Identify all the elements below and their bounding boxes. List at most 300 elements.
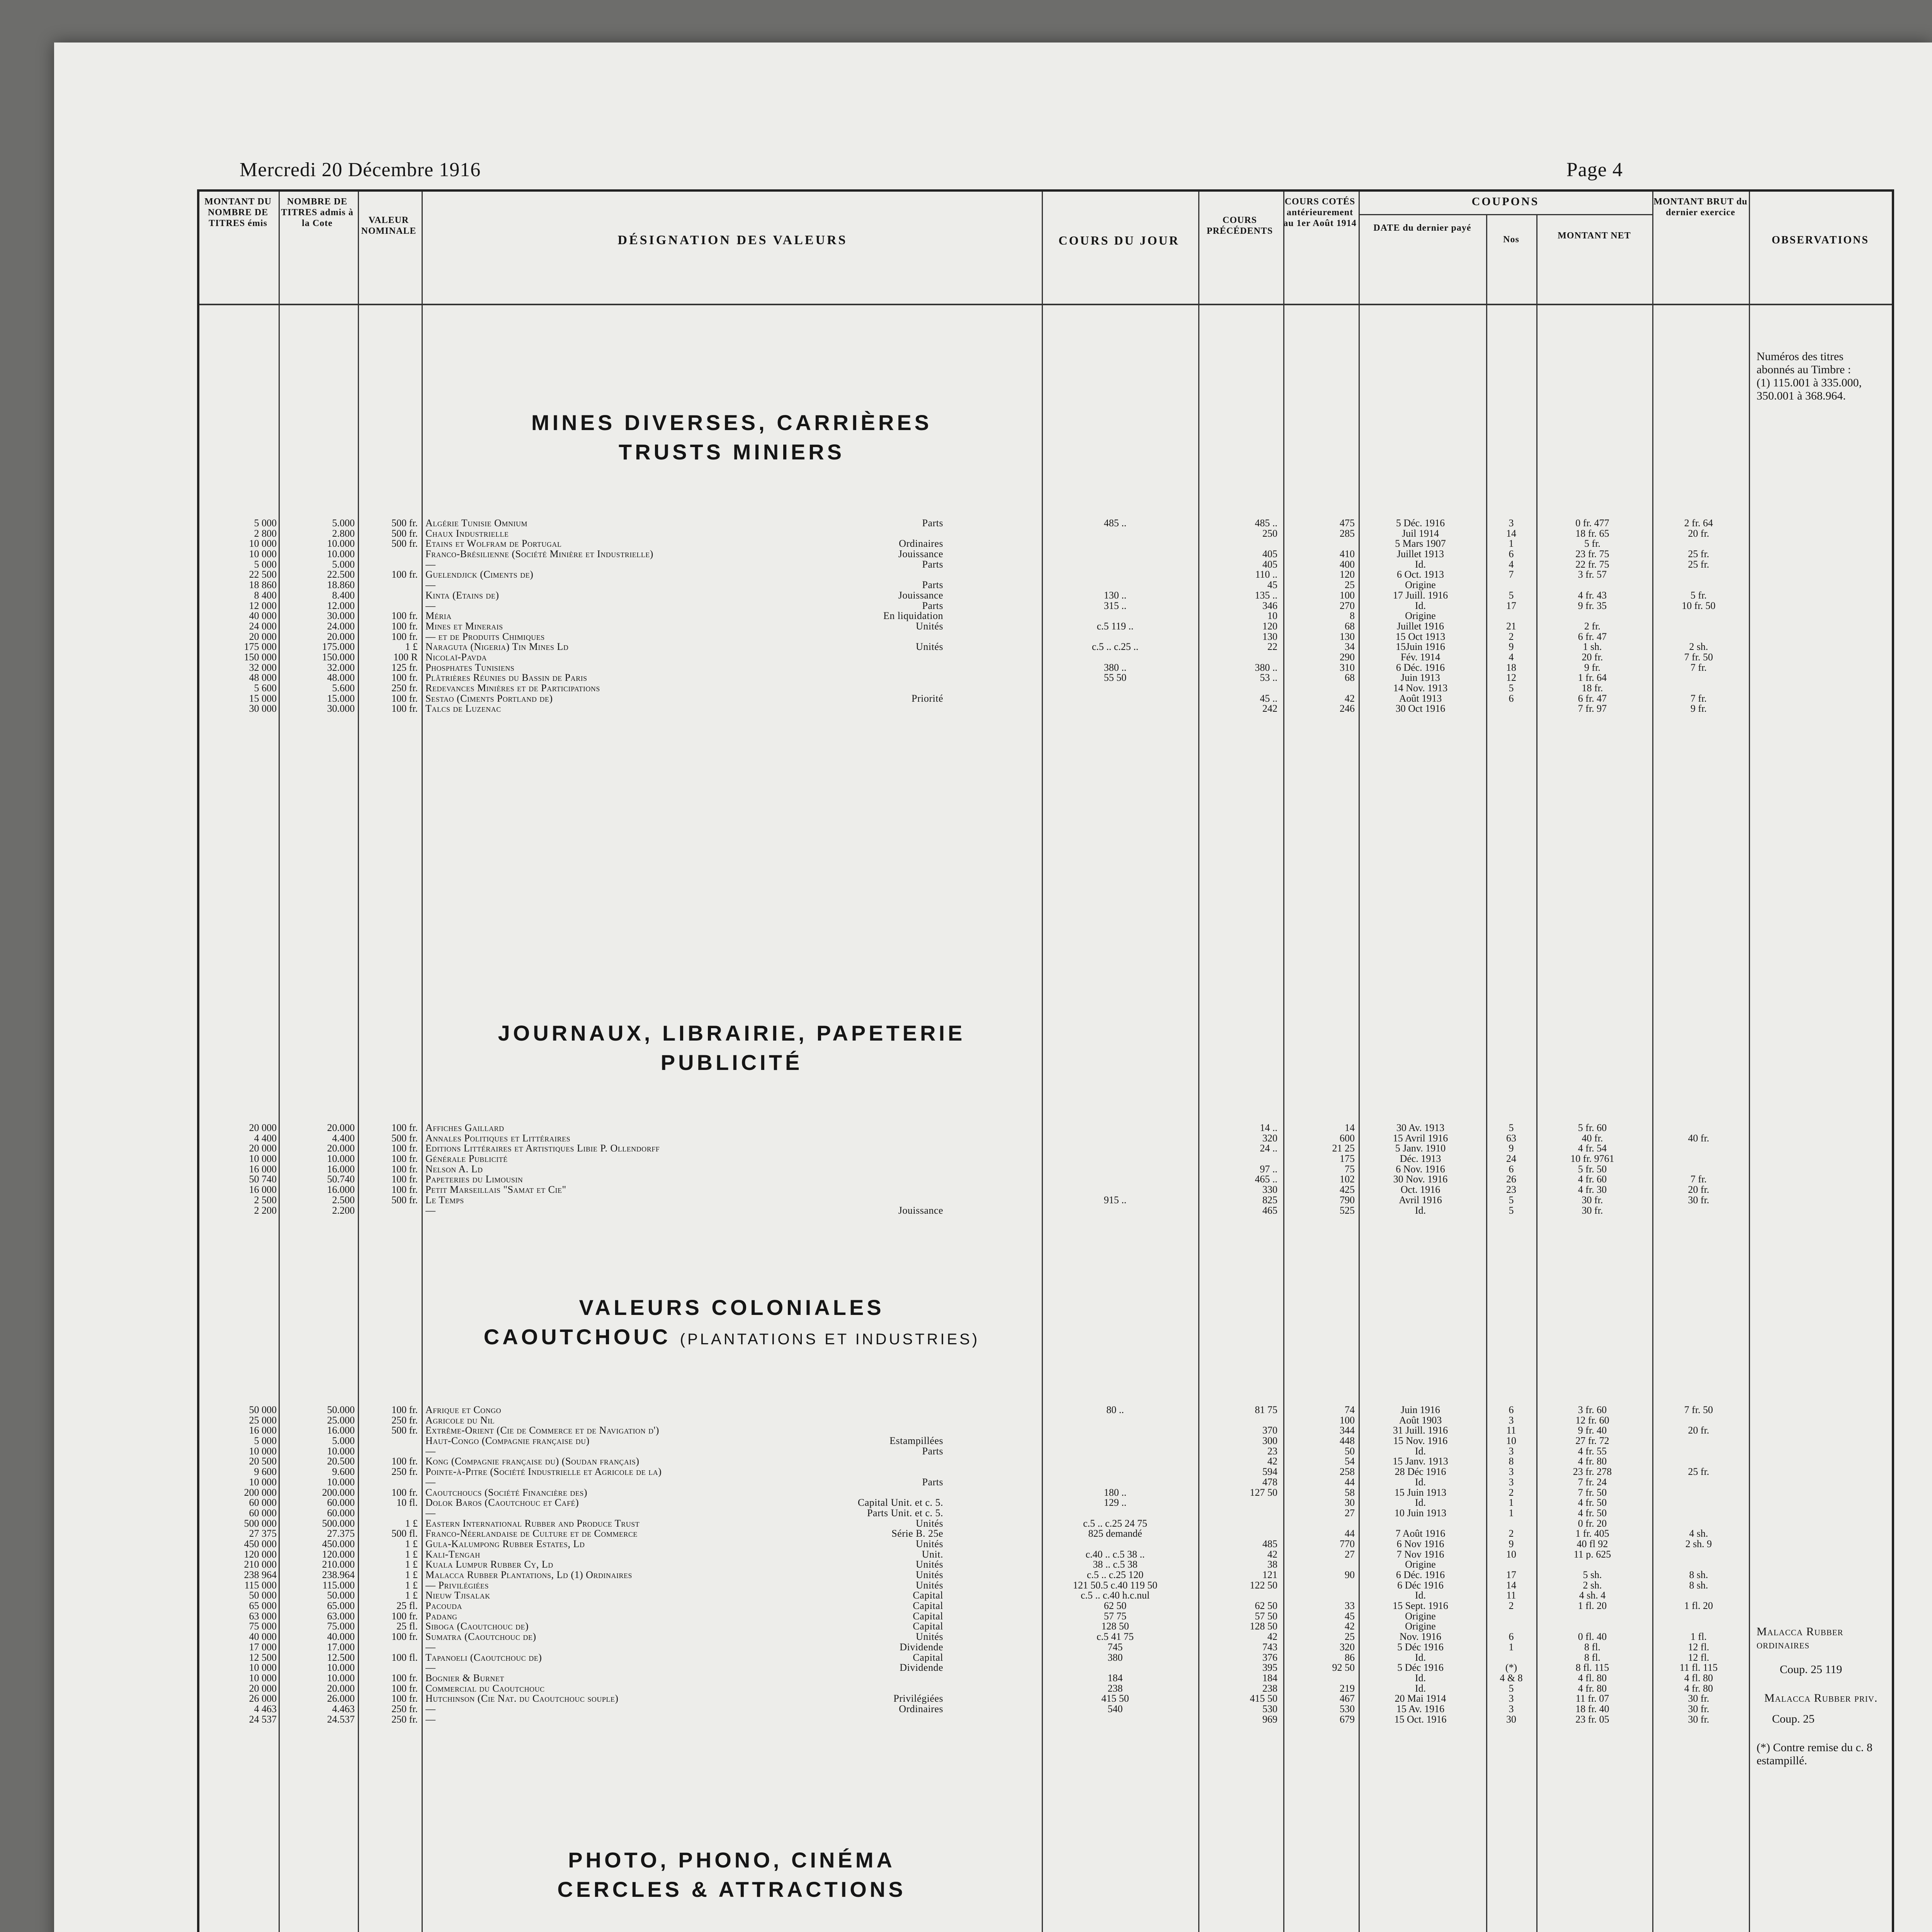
row-coupon-net: 9 fr. 40 <box>1578 1425 1607 1436</box>
row-coupon-date: 6 Nov. 1916 <box>1396 1164 1445 1175</box>
row-montant: 200 000 <box>244 1487 277 1498</box>
row-designation-class: Jouissance <box>896 1206 943 1216</box>
row-admis: 12.500 <box>327 1652 355 1663</box>
quotation-table <box>197 189 1894 1932</box>
table-row <box>199 621 1892 632</box>
section-subheading: TRUSTS MINIERS <box>619 440 845 464</box>
row-designation-name: — et de Produits Chimiques <box>425 631 545 642</box>
row-cours-cote: 290 <box>1340 652 1355 663</box>
row-coupon-net: 7 fr. 97 <box>1578 704 1607 714</box>
row-designation-name: Phosphates Tunisiens <box>425 662 515 673</box>
row-nominal: 100 fr. <box>391 621 418 632</box>
row-designation-name: Etains et Wolfram de Portugal <box>425 539 562 549</box>
row-designation-name: — <box>425 559 436 570</box>
row-designation <box>425 1488 943 1498</box>
row-designation-name: Siboga (Caoutchouc de) <box>425 1621 529 1632</box>
row-coupon-number: 7 <box>1509 570 1514 580</box>
running-header <box>240 158 1623 181</box>
row-admis: 16.000 <box>327 1185 355 1195</box>
row-cours-precedent: 110 .. <box>1255 570 1277 580</box>
row-coupon-date: 17 Juill. 1916 <box>1393 590 1448 601</box>
row-coupon-date: Nov. 1916 <box>1399 1632 1442 1642</box>
row-designation-name: Editions Littéraires et Artistiques Libie P. Ollendorff <box>425 1143 660 1154</box>
row-coupon-number: 2 <box>1509 1487 1514 1498</box>
row-coupon-date: 6 Oct. 1913 <box>1396 570 1444 580</box>
row-designation <box>425 1477 943 1488</box>
row-admis: 150.000 <box>322 652 355 663</box>
row-coupon-number: 24 <box>1506 1154 1516 1164</box>
row-coupon-number: 30 <box>1506 1714 1516 1725</box>
row-coupon-date: 28 Déc 1916 <box>1395 1467 1446 1477</box>
row-designation-name: Nicolaï-Pavda <box>425 652 487 663</box>
row-montant-brut: 30 fr. <box>1688 1694 1709 1704</box>
row-coupon-net: 4 fr. 50 <box>1578 1508 1607 1519</box>
row-coupon-date: Id. <box>1415 1498 1426 1508</box>
table-row <box>199 570 1892 580</box>
row-designation-name: — <box>425 1663 436 1673</box>
table-row <box>199 1415 1892 1426</box>
row-nominal: 1 £ <box>405 1518 418 1529</box>
row-montant: 2 200 <box>254 1205 277 1216</box>
row-montant: 20 000 <box>249 1683 277 1694</box>
section-subheading-main: CAOUTCHOUC <box>483 1325 671 1349</box>
row-coupon-net: 30 fr. <box>1582 1195 1603 1206</box>
row-coupon-number: 3 <box>1509 1467 1514 1477</box>
col-header-brut: MONTANT BRUT du dernier exercice <box>1653 197 1748 218</box>
row-coupon-number: 9 <box>1509 1143 1514 1154</box>
row-designation-class: Parts <box>920 518 944 529</box>
row-designation-name: Dolok Baros (Caoutchouc et Café) <box>425 1498 579 1508</box>
row-coupon-number: 17 <box>1506 600 1516 611</box>
row-cours-precedent: 22 <box>1267 642 1277 652</box>
row-cours-precedent: 485 .. <box>1255 518 1277 529</box>
row-coupon-number: 12 <box>1506 673 1516 684</box>
row-designation <box>425 642 943 652</box>
row-coupon-date: 6 Nov 1916 <box>1396 1539 1444 1549</box>
row-montant: 5 000 <box>254 1436 277 1446</box>
row-montant: 12 000 <box>249 600 277 611</box>
row-coupon-date: Août 1913 <box>1399 693 1442 704</box>
section-title <box>422 408 1042 467</box>
row-coupon-number: 9 <box>1509 1539 1514 1549</box>
col-header-designation: DÉSIGNATION DES VALEURS <box>617 233 848 247</box>
row-designation-name: Gula-Kalumpong Rubber Estates, Ld <box>425 1539 585 1549</box>
row-montant: 175 000 <box>244 642 277 652</box>
row-designation-name: Redevances Minières et de Participations <box>425 683 600 694</box>
row-coupon-net: 4 fr. 30 <box>1578 1185 1607 1195</box>
row-cours-cote: 410 <box>1340 549 1355 560</box>
row-montant-brut: 1 fl. <box>1690 1632 1707 1642</box>
row-cours-precedent: 10 <box>1267 611 1277 621</box>
row-montant: 450 000 <box>244 1539 277 1549</box>
row-coupon-net: 40 fl 92 <box>1577 1539 1608 1549</box>
row-coupon-net: 8 fl. <box>1584 1642 1600 1653</box>
row-designation-name: Afrique et Congo <box>425 1405 502 1415</box>
row-designation <box>425 673 943 683</box>
row-designation <box>425 601 943 611</box>
row-coupon-number: 4 <box>1509 559 1514 570</box>
row-cours-jour: 62 50 <box>1104 1601 1127 1611</box>
row-coupon-net: 1 fr. 64 <box>1578 673 1607 684</box>
obs-timbre-title: Numéros des titres abonnés au Timbre : <box>1757 350 1851 376</box>
row-montant-brut: 20 fr. <box>1688 528 1709 539</box>
row-cours-jour: c.40 .. c.5 38 .. <box>1085 1549 1145 1560</box>
row-coupon-number: 14 <box>1506 1580 1516 1591</box>
obs-malacca-priv: Malacca Rubber priv. <box>1764 1692 1878 1704</box>
row-designation-name: Kali-Tengah <box>425 1549 480 1560</box>
row-designation-name: Pacouda <box>425 1601 462 1611</box>
row-montant: 10 000 <box>249 1673 277 1684</box>
row-cours-cote: 68 <box>1345 621 1355 632</box>
row-cours-cote: 219 <box>1340 1683 1355 1694</box>
row-cours-precedent: 45 <box>1267 580 1277 590</box>
row-nominal: 100 fr. <box>391 1154 418 1164</box>
col-header-valeur: VALEUR NOMINALE <box>361 215 417 236</box>
row-coupon-net: 4 fr. 55 <box>1578 1446 1607 1457</box>
row-nominal: 1 £ <box>405 642 418 652</box>
table-row <box>199 1590 1892 1601</box>
row-coupon-net: 4 fl. 80 <box>1578 1673 1607 1684</box>
row-designation-name: Algérie Tunisie Omnium <box>425 518 527 529</box>
row-montant-brut: 2 fr. 64 <box>1684 518 1713 529</box>
row-nominal: 250 fr. <box>391 1704 418 1714</box>
row-cours-cote: 74 <box>1345 1405 1355 1415</box>
row-cours-cote: 400 <box>1340 559 1355 570</box>
row-admis: 4.400 <box>332 1133 355 1144</box>
table-row <box>199 1694 1892 1704</box>
row-cours-jour: 745 <box>1107 1642 1123 1653</box>
row-coupon-date: 7 Nov 1916 <box>1396 1549 1444 1560</box>
row-designation <box>425 1446 943 1457</box>
row-montant-brut: 7 fr. <box>1690 662 1707 673</box>
row-designation-name: — <box>425 1704 436 1714</box>
row-designation <box>425 1206 943 1216</box>
row-designation-name: Hutchinson (Cie Nat. du Caoutchouc souple) <box>425 1694 619 1704</box>
row-designation-class: Capital <box>910 1590 943 1601</box>
row-cours-cote: 54 <box>1345 1456 1355 1467</box>
row-designation-name: Plâtrières Réunies du Bassin de Paris <box>425 673 587 684</box>
row-coupon-net: 4 fr. 80 <box>1578 1683 1607 1694</box>
row-cours-precedent: 320 <box>1262 1133 1277 1144</box>
row-designation-name: Papeteries du Limousin <box>425 1174 523 1185</box>
row-admis: 5.000 <box>332 559 355 570</box>
row-designation <box>425 1694 943 1704</box>
row-coupon-net: 9 fr. 35 <box>1578 600 1607 611</box>
table-row <box>199 1663 1892 1673</box>
row-coupon-date: 15Juin 1916 <box>1396 642 1445 652</box>
row-coupon-date: Juillet 1916 <box>1396 621 1444 632</box>
row-cours-cote: 344 <box>1340 1425 1355 1436</box>
row-cours-cote: 58 <box>1345 1487 1355 1498</box>
table-row <box>199 1580 1892 1591</box>
row-montant-brut: 9 fr. <box>1690 704 1707 714</box>
row-admis: 5.000 <box>332 1436 355 1446</box>
row-cours-precedent: 122 50 <box>1250 1580 1277 1591</box>
row-cours-jour: 315 .. <box>1104 600 1127 611</box>
section-rows <box>199 1405 1892 1725</box>
row-designation-name: Sestao (Ciments Portland de) <box>425 693 553 704</box>
row-cours-cote: 92 50 <box>1332 1663 1355 1673</box>
table-row <box>199 580 1892 590</box>
row-coupon-net: 18 fr. 65 <box>1575 528 1609 539</box>
row-montant-brut: 25 fr. <box>1688 1467 1709 1477</box>
obs-contre-remise: (*) Contre remise du c. 8 estampillé. <box>1757 1741 1872 1767</box>
row-montant: 16 000 <box>249 1185 277 1195</box>
row-cours-precedent: 97 .. <box>1260 1164 1277 1175</box>
row-cours-precedent: 405 <box>1262 549 1277 560</box>
row-designation <box>425 1519 943 1529</box>
row-coupon-date: Id. <box>1415 600 1426 611</box>
row-coupon-number: 2 <box>1509 631 1514 642</box>
row-coupon-number: 6 <box>1509 1632 1514 1642</box>
row-admis: 24.537 <box>327 1714 355 1725</box>
row-designation-name: — <box>425 1446 436 1457</box>
row-cours-precedent: 53 .. <box>1260 673 1277 684</box>
row-admis: 30.000 <box>327 611 355 621</box>
row-coupon-number: 6 <box>1509 1405 1514 1415</box>
row-designation-name: Nieuw Tjisalak <box>425 1590 490 1601</box>
row-admis: 10.000 <box>327 1446 355 1457</box>
row-cours-precedent: 38 <box>1267 1560 1277 1570</box>
row-designation-name: Kuala Lumpur Rubber Cy, Ld <box>425 1560 553 1570</box>
row-coupon-number: 3 <box>1509 1477 1514 1488</box>
row-montant: 12 500 <box>249 1652 277 1663</box>
row-cours-cote: 44 <box>1345 1529 1355 1539</box>
row-coupon-number: 5 <box>1509 1205 1514 1216</box>
row-cours-cote: 27 <box>1345 1508 1355 1519</box>
row-coupon-net: 22 fr. 75 <box>1575 559 1609 570</box>
table-row <box>199 1714 1892 1725</box>
row-cours-cote: 285 <box>1340 528 1355 539</box>
row-designation-class: Jouissance <box>896 549 943 560</box>
row-coupon-number: 3 <box>1509 1446 1514 1457</box>
row-montant-brut: 40 fr. <box>1688 1133 1709 1144</box>
row-designation <box>425 1642 943 1653</box>
row-cours-precedent: 135 .. <box>1255 590 1277 601</box>
row-designation <box>425 1539 943 1549</box>
row-coupon-net: 30 fr. <box>1582 1205 1603 1216</box>
row-montant: 20 000 <box>249 631 277 642</box>
row-admis: 10.000 <box>327 1477 355 1488</box>
row-coupon-number: 18 <box>1506 662 1516 673</box>
row-designation-class: Parts <box>920 1446 944 1457</box>
row-admis: 115.000 <box>322 1580 355 1591</box>
row-designation <box>425 694 943 704</box>
row-coupon-net: 11 fr. 07 <box>1575 1694 1609 1704</box>
row-montant: 17 000 <box>249 1642 277 1653</box>
section-heading: PHOTO, PHONO, CINÉMA <box>568 1848 895 1872</box>
row-montant: 210 000 <box>244 1560 277 1570</box>
row-designation <box>425 1467 943 1477</box>
row-montant: 16 000 <box>249 1164 277 1175</box>
row-admis: 75.000 <box>327 1621 355 1632</box>
table-row <box>199 1653 1892 1663</box>
row-designation-class: Unités <box>913 1580 943 1591</box>
table-row <box>199 1601 1892 1611</box>
row-designation <box>425 1549 943 1560</box>
table-row <box>199 1632 1892 1642</box>
row-admis: 175.000 <box>322 642 355 652</box>
row-coupon-date: 15 Avril 1916 <box>1393 1133 1448 1144</box>
row-designation <box>425 1415 943 1426</box>
row-cours-cote: 42 <box>1345 1621 1355 1632</box>
row-montant: 16 000 <box>249 1425 277 1436</box>
table-row <box>199 1185 1892 1195</box>
row-nominal: 25 fl. <box>396 1601 418 1611</box>
row-cours-precedent: 45 .. <box>1260 693 1277 704</box>
row-admis: 50.000 <box>327 1590 355 1601</box>
row-montant: 4 463 <box>254 1704 277 1714</box>
row-designation <box>425 1570 943 1580</box>
row-designation <box>425 1143 943 1154</box>
row-admis: 5.000 <box>332 518 355 529</box>
table-body <box>199 308 1892 1932</box>
row-admis: 50.740 <box>327 1174 355 1185</box>
table-row <box>199 1621 1892 1632</box>
section-subheading: PUBLICITÉ <box>660 1050 803 1075</box>
row-montant: 22 500 <box>249 570 277 580</box>
row-designation <box>425 652 943 663</box>
row-coupon-net: 11 p. 625 <box>1573 1549 1611 1560</box>
row-admis: 8.400 <box>332 590 355 601</box>
row-designation <box>425 1174 943 1185</box>
row-designation-name: Petit Marseillais "Samat et Cie" <box>425 1185 566 1195</box>
row-cours-precedent: 415 50 <box>1250 1694 1277 1704</box>
row-coupon-net: 10 fr. 9761 <box>1570 1154 1614 1164</box>
row-coupon-number: 11 <box>1506 1425 1516 1436</box>
row-montant: 60 000 <box>249 1508 277 1519</box>
table-row <box>199 652 1892 663</box>
row-coupon-net: 7 fr. 24 <box>1578 1477 1607 1488</box>
table-row <box>199 560 1892 570</box>
row-cours-cote: 14 <box>1345 1123 1355 1133</box>
row-coupon-date: Oct. 1916 <box>1400 1185 1440 1195</box>
row-coupon-number: 10 <box>1506 1436 1516 1446</box>
table-row <box>199 1446 1892 1457</box>
row-coupon-net: 8 fl. 115 <box>1575 1663 1609 1673</box>
row-montant: 65 000 <box>249 1601 277 1611</box>
section-subheading <box>422 1322 1042 1354</box>
row-cours-jour: 380 <box>1107 1652 1123 1663</box>
row-coupon-number: 1 <box>1509 539 1514 549</box>
row-cours-cote: 34 <box>1345 642 1355 652</box>
row-coupon-date: Id. <box>1415 1205 1426 1216</box>
newspaper-page <box>54 43 1932 1932</box>
row-coupon-net: 23 fr. 75 <box>1575 549 1609 560</box>
row-cours-cote: 790 <box>1340 1195 1355 1206</box>
row-cours-jour: 380 .. <box>1104 662 1127 673</box>
row-coupon-date: Id. <box>1415 1446 1426 1457</box>
col-header-jour: COURS DU JOUR <box>1058 233 1180 247</box>
section-rows <box>199 518 1892 714</box>
row-cours-precedent: 330 <box>1262 1185 1277 1195</box>
row-cours-jour: 825 demandé <box>1088 1529 1142 1539</box>
row-designation-class: Unités <box>913 1632 943 1642</box>
obs-malacca-ord: Malacca Rubber ordinaires <box>1757 1625 1844 1651</box>
row-designation <box>425 1154 943 1164</box>
row-montant-brut: 8 sh. <box>1689 1580 1708 1591</box>
row-designation-name: Kong (Compagnie française du) (Soudan français) <box>425 1456 639 1467</box>
row-admis: 32.000 <box>327 662 355 673</box>
row-designation <box>425 539 943 549</box>
row-coupon-date: Id. <box>1415 1652 1426 1663</box>
row-cours-precedent: 24 .. <box>1260 1143 1277 1154</box>
row-coupon-number: 11 <box>1506 1590 1516 1601</box>
row-admis: 20.000 <box>327 631 355 642</box>
row-designation <box>425 1653 943 1663</box>
row-admis: 25.000 <box>327 1415 355 1426</box>
row-coupon-date: 15 Juin 1913 <box>1394 1487 1447 1498</box>
row-coupon-date: 15 Oct 1913 <box>1395 631 1446 642</box>
row-montant: 10 000 <box>249 1477 277 1488</box>
row-designation-name: Franco-Brésilienne (Société Minière et Industrielle) <box>425 549 653 560</box>
row-nominal: 1 £ <box>405 1539 418 1549</box>
row-montant: 5 000 <box>254 518 277 529</box>
row-montant-brut: 2 sh. <box>1689 642 1708 652</box>
row-coupon-net: 0 fr. 477 <box>1575 518 1609 529</box>
row-coupon-date: 30 Oct 1916 <box>1395 704 1446 714</box>
row-coupon-date: 5 Mars 1907 <box>1395 539 1446 549</box>
row-montant: 25 000 <box>249 1415 277 1426</box>
row-coupon-net: 4 fr. 54 <box>1578 1143 1607 1154</box>
table-row <box>199 1539 1892 1549</box>
row-designation <box>425 590 943 601</box>
row-nominal: 250 fr. <box>391 683 418 694</box>
row-cours-precedent: 184 <box>1262 1673 1277 1684</box>
row-cours-cote: 600 <box>1340 1133 1355 1144</box>
row-coupon-date: Id. <box>1415 559 1426 570</box>
row-montant: 24 000 <box>249 621 277 632</box>
row-cours-cote: 50 <box>1345 1446 1355 1457</box>
row-coupon-number: 2 <box>1509 1529 1514 1539</box>
row-cours-cote: 120 <box>1340 570 1355 580</box>
row-coupon-net: 18 fr. <box>1582 683 1603 694</box>
row-coupon-net: 8 fl. <box>1584 1652 1600 1663</box>
row-coupon-date: Juil 1914 <box>1401 528 1439 539</box>
row-cours-jour: 184 <box>1107 1673 1123 1684</box>
row-nominal: 100 fr. <box>391 1143 418 1154</box>
row-coupon-date: 5 Déc. 1916 <box>1396 518 1445 529</box>
row-admis: 5.600 <box>332 683 355 694</box>
row-designation-name: — <box>425 580 436 590</box>
row-designation-class: Ordinaires <box>896 539 943 549</box>
table-row <box>199 694 1892 704</box>
table-row <box>199 1642 1892 1653</box>
row-designation-class: Parts <box>920 601 944 611</box>
row-cours-precedent: 376 <box>1262 1652 1277 1663</box>
row-coupon-net: 0 fr. 20 <box>1578 1518 1607 1529</box>
row-admis: 2.500 <box>332 1195 355 1206</box>
row-designation <box>425 1508 943 1519</box>
row-cours-jour: c.5 .. c.25 120 <box>1087 1570 1144 1580</box>
row-coupon-number: 14 <box>1506 528 1516 539</box>
row-montant-brut: 30 fr. <box>1688 1704 1709 1714</box>
row-montant: 48 000 <box>249 673 277 684</box>
row-designation <box>425 1123 943 1133</box>
row-designation-class: Unit. <box>920 1549 943 1560</box>
row-cours-precedent: 395 <box>1262 1663 1277 1673</box>
row-cours-jour: c.5 41 75 <box>1096 1632 1134 1642</box>
row-coupon-net: 1 fr. 405 <box>1575 1529 1609 1539</box>
row-admis: 65.000 <box>327 1601 355 1611</box>
row-cours-cote: 25 <box>1345 1632 1355 1642</box>
col-header-admis: NOMBRE DE TITRES admis à la Cote <box>281 197 354 228</box>
row-coupon-date: Id. <box>1415 1673 1426 1684</box>
row-cours-jour: 485 .. <box>1104 518 1127 529</box>
row-designation <box>425 518 943 529</box>
row-admis: 16.000 <box>327 1425 355 1436</box>
table-row <box>199 518 1892 529</box>
